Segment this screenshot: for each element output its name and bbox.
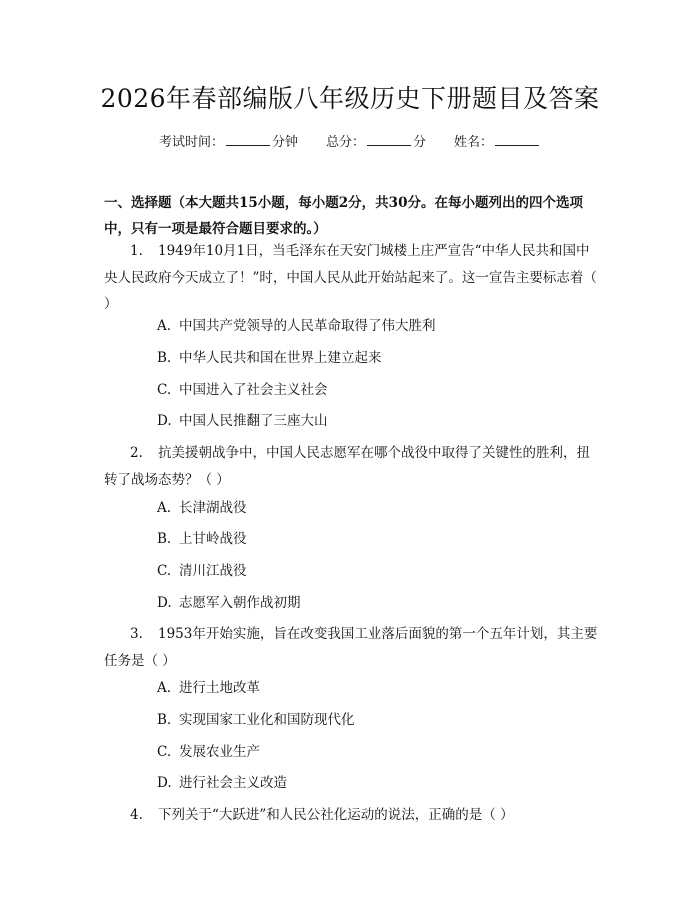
exam-time-field bbox=[159, 131, 298, 153]
question-3-option-d bbox=[157, 773, 287, 793]
name-label: 姓名： bbox=[454, 135, 494, 150]
total-score-label: 总分： bbox=[325, 135, 365, 150]
question-1-option-d bbox=[157, 411, 328, 431]
option-letter: D. bbox=[157, 775, 172, 791]
name-field bbox=[454, 131, 541, 153]
question-1 bbox=[104, 238, 600, 318]
question-3 bbox=[104, 621, 600, 674]
option-text: 发展农业生产 bbox=[179, 744, 260, 760]
question-number: 3. bbox=[130, 626, 143, 642]
question-3-option-c bbox=[157, 742, 260, 762]
option-text: 中华人民共和国在世界上建立起来 bbox=[179, 350, 382, 366]
question-number: 4. bbox=[130, 807, 143, 823]
option-letter: D. bbox=[157, 595, 172, 611]
option-letter: B. bbox=[157, 350, 172, 366]
option-text: 志愿军入朝作战初期 bbox=[179, 595, 301, 611]
option-letter: D. bbox=[157, 413, 172, 429]
option-text: 上甘岭战役 bbox=[179, 531, 247, 547]
option-letter: A. bbox=[157, 680, 172, 696]
exam-time-label: 考试时间： bbox=[158, 135, 224, 150]
section-heading: 一、选择题（本大题共15小题，每小题2分，共30分。在每小题列出的四个选项中，只有一项是最符合题目要求的。） bbox=[104, 195, 583, 237]
question-2-option-a bbox=[157, 498, 247, 518]
option-text: 进行土地改革 bbox=[179, 680, 260, 696]
question-1-option-a bbox=[157, 316, 436, 336]
question-text: 抗美援朝战争中，中国人民志愿军在哪个战役中取得了关键性的胜利，扭转了战场态势？（ ） bbox=[104, 445, 590, 488]
option-letter: A. bbox=[157, 500, 172, 516]
option-text: 中国人民推翻了三座大山 bbox=[179, 413, 328, 429]
question-2-option-b bbox=[157, 529, 247, 549]
option-text: 清川江战役 bbox=[179, 563, 247, 579]
exam-info bbox=[0, 131, 700, 153]
total-score-field bbox=[326, 131, 426, 153]
option-letter: C. bbox=[157, 563, 172, 579]
option-text: 长津湖战役 bbox=[179, 500, 247, 516]
question-text: 下列关于“大跃进”和人民公社化运动的说法，正确的是（ ） bbox=[158, 807, 514, 823]
option-letter: B. bbox=[157, 531, 172, 547]
name-blank bbox=[495, 131, 539, 146]
option-text: 中国进入了社会主义社会 bbox=[179, 382, 328, 398]
option-letter: B. bbox=[157, 712, 172, 728]
total-score-blank bbox=[367, 131, 411, 146]
option-letter: C. bbox=[157, 382, 172, 398]
question-2-option-d bbox=[157, 593, 301, 613]
question-1-option-b bbox=[157, 348, 382, 368]
exam-time-blank bbox=[226, 131, 270, 146]
option-letter: C. bbox=[157, 744, 172, 760]
question-number: 2. bbox=[130, 445, 143, 461]
question-2-option-c bbox=[157, 561, 247, 581]
option-text: 中国共产党领导的人民革命取得了伟大胜利 bbox=[179, 318, 436, 334]
question-4 bbox=[104, 802, 600, 829]
option-letter: A. bbox=[157, 318, 172, 334]
question-3-option-a bbox=[157, 678, 260, 698]
option-text: 进行社会主义改造 bbox=[179, 775, 287, 791]
page-title: 2026年春部编版八年级历史下册题目及答案 bbox=[100, 84, 600, 113]
option-text: 实现国家工业化和国防现代化 bbox=[179, 712, 355, 728]
total-score-unit: 分 bbox=[413, 135, 427, 150]
exam-time-unit: 分钟 bbox=[271, 135, 298, 150]
question-3-option-b bbox=[157, 710, 355, 730]
question-text: 1949年10月1日，当毛泽东在天安门城楼上庄严宣告“中华人民共和国中央人民政府今天成立了！”时，中国人民从此开始站起来了。这一宣告主要标志着（ ） bbox=[104, 243, 597, 312]
question-number: 1. bbox=[130, 243, 143, 259]
question-2 bbox=[104, 440, 600, 493]
question-1-option-c bbox=[157, 380, 328, 400]
question-text: 1953年开始实施，旨在改变我国工业落后面貌的第一个五年计划，其主要任务是（ ） bbox=[104, 626, 598, 669]
